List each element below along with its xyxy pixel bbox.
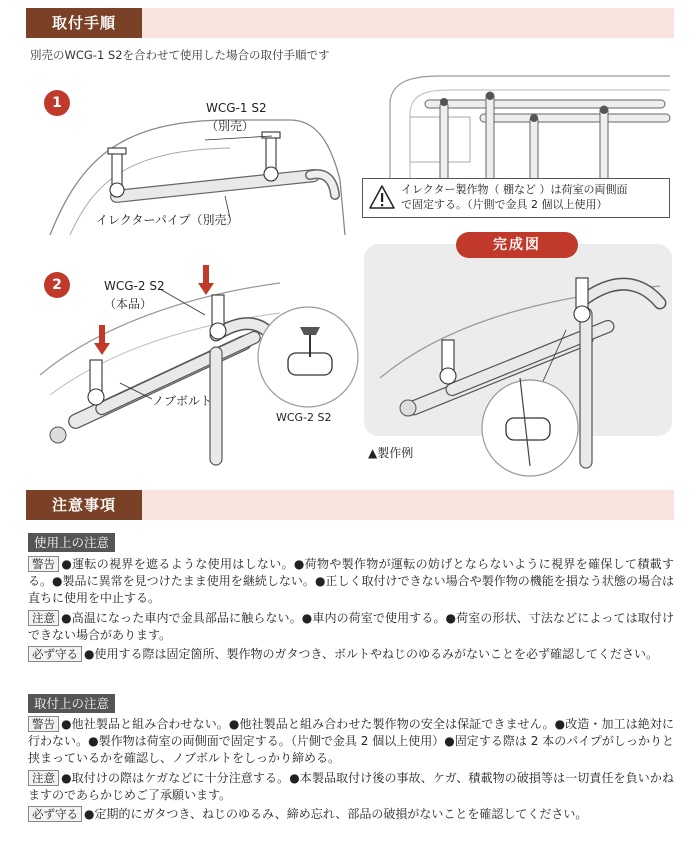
mounting-warning: [28, 716, 674, 766]
arrow-down-icon: [94, 325, 110, 355]
warning-triangle-icon: [369, 185, 395, 209]
step-2-number: 2: [44, 272, 70, 298]
wcg2-label: WCG-2 S2: [104, 279, 165, 293]
wcg2-detail-label: WCG-2 S2: [276, 411, 332, 424]
completed-badge: 完成図: [456, 232, 578, 258]
completed-illustration: [380, 258, 670, 468]
usage-notes-title: 使用上の注意: [28, 533, 115, 552]
usage-warning: [28, 556, 674, 606]
knob-bolt-label: ノブボルト: [152, 394, 213, 408]
wcg2-sub-label: （本品）: [104, 297, 153, 311]
mounting-must-tag: 必ず守る: [28, 806, 82, 822]
wcg1-label: WCG-1 S2: [206, 101, 267, 115]
mounting-note-line2: で固定する。（片側で金具 2 個以上使用）: [401, 198, 608, 211]
pipe-label: イレクターパイプ（別売）: [96, 213, 239, 227]
wcg2-bracket-left: [88, 360, 104, 405]
mounting-notes-title: 取付上の注意: [28, 694, 115, 713]
mounting-must-text: ●定期的にガタつき、ねじのゆるみ、締め忘れ、部品の破損がないことを確認してください。: [84, 807, 588, 821]
usage-must-text: ●使用する際は固定箇所、製作物のガタつき、ボルトやねじのゆるみがないことを必ず確認してください。: [84, 647, 658, 661]
mounting-caution: [28, 770, 674, 804]
caution-header-bar: [26, 490, 674, 520]
caution-header: 注意事項: [26, 490, 142, 520]
mounting-caution-tag: 注意: [28, 770, 59, 786]
wcg1-bracket-left: [108, 148, 126, 197]
mounting-caution-text: ●取付けの際はケガなどに十分注意する。●本製品取付け後の事故、ケガ、積載物の破損等は一切責任を負いかねますのであらかじめご了承願います。: [28, 771, 674, 802]
mounting-note-box: [362, 178, 670, 218]
wcg2-bracket-right: [210, 295, 226, 339]
mounting-warning-tag: 警告: [28, 716, 59, 732]
install-header-bar: [26, 8, 674, 38]
usage-must-tag: 必ず守る: [28, 646, 82, 662]
example-caption: ▲製作例: [368, 446, 414, 460]
usage-caution-tag: 注意: [28, 610, 59, 626]
arrow-down-icon: [198, 265, 214, 295]
usage-caution-text: ●高温になった車内で金具部品に触らない。●車内の荷室で使用する。●荷室の形状、寸法などによっては取付けできない場合があります。: [28, 611, 674, 642]
mounting-note-line1: イレクター製作物（ 棚など ）は荷室の両側面: [401, 183, 628, 196]
van-interior-illustration: [380, 62, 680, 182]
install-intro: 別売のWCG-1 S2を合わせて使用した場合の取付手順です: [30, 48, 330, 62]
step-1-number: 1: [44, 90, 70, 116]
wcg1-sub-label: （別売）: [206, 119, 255, 133]
mounting-warning-text: ●他社製品と組み合わせない。●他社製品と組み合わせた製作物の安全は保証できません。●改造・加工は絶対に行わない。●製作物は荷室の両側面で固定する。（片側で金具 2 個以上使用）●固定する際は 2 本のパイプがしっかりと挟まっているかを確認し、ノブボルトをしっかり締める。: [28, 717, 674, 765]
usage-caution: [28, 610, 674, 644]
wcg1-bracket-right: [262, 132, 280, 181]
usage-must: [28, 646, 674, 663]
usage-warning-text: ●運転の視界を遮るような使用はしない。●荷物や製作物が運転の妨げとならないように視界を確保して積載する。●製品に異常を見つけたまま使用を継続しない。●正しく取付けできない場合や製作物の機能を損なう状態の場合は直ちに使用を中止する。: [28, 557, 674, 605]
install-header: 取付手順: [26, 8, 142, 38]
wcg2-detail-circle: [256, 305, 360, 409]
usage-warning-tag: 警告: [28, 556, 59, 572]
mounting-must: [28, 806, 674, 823]
